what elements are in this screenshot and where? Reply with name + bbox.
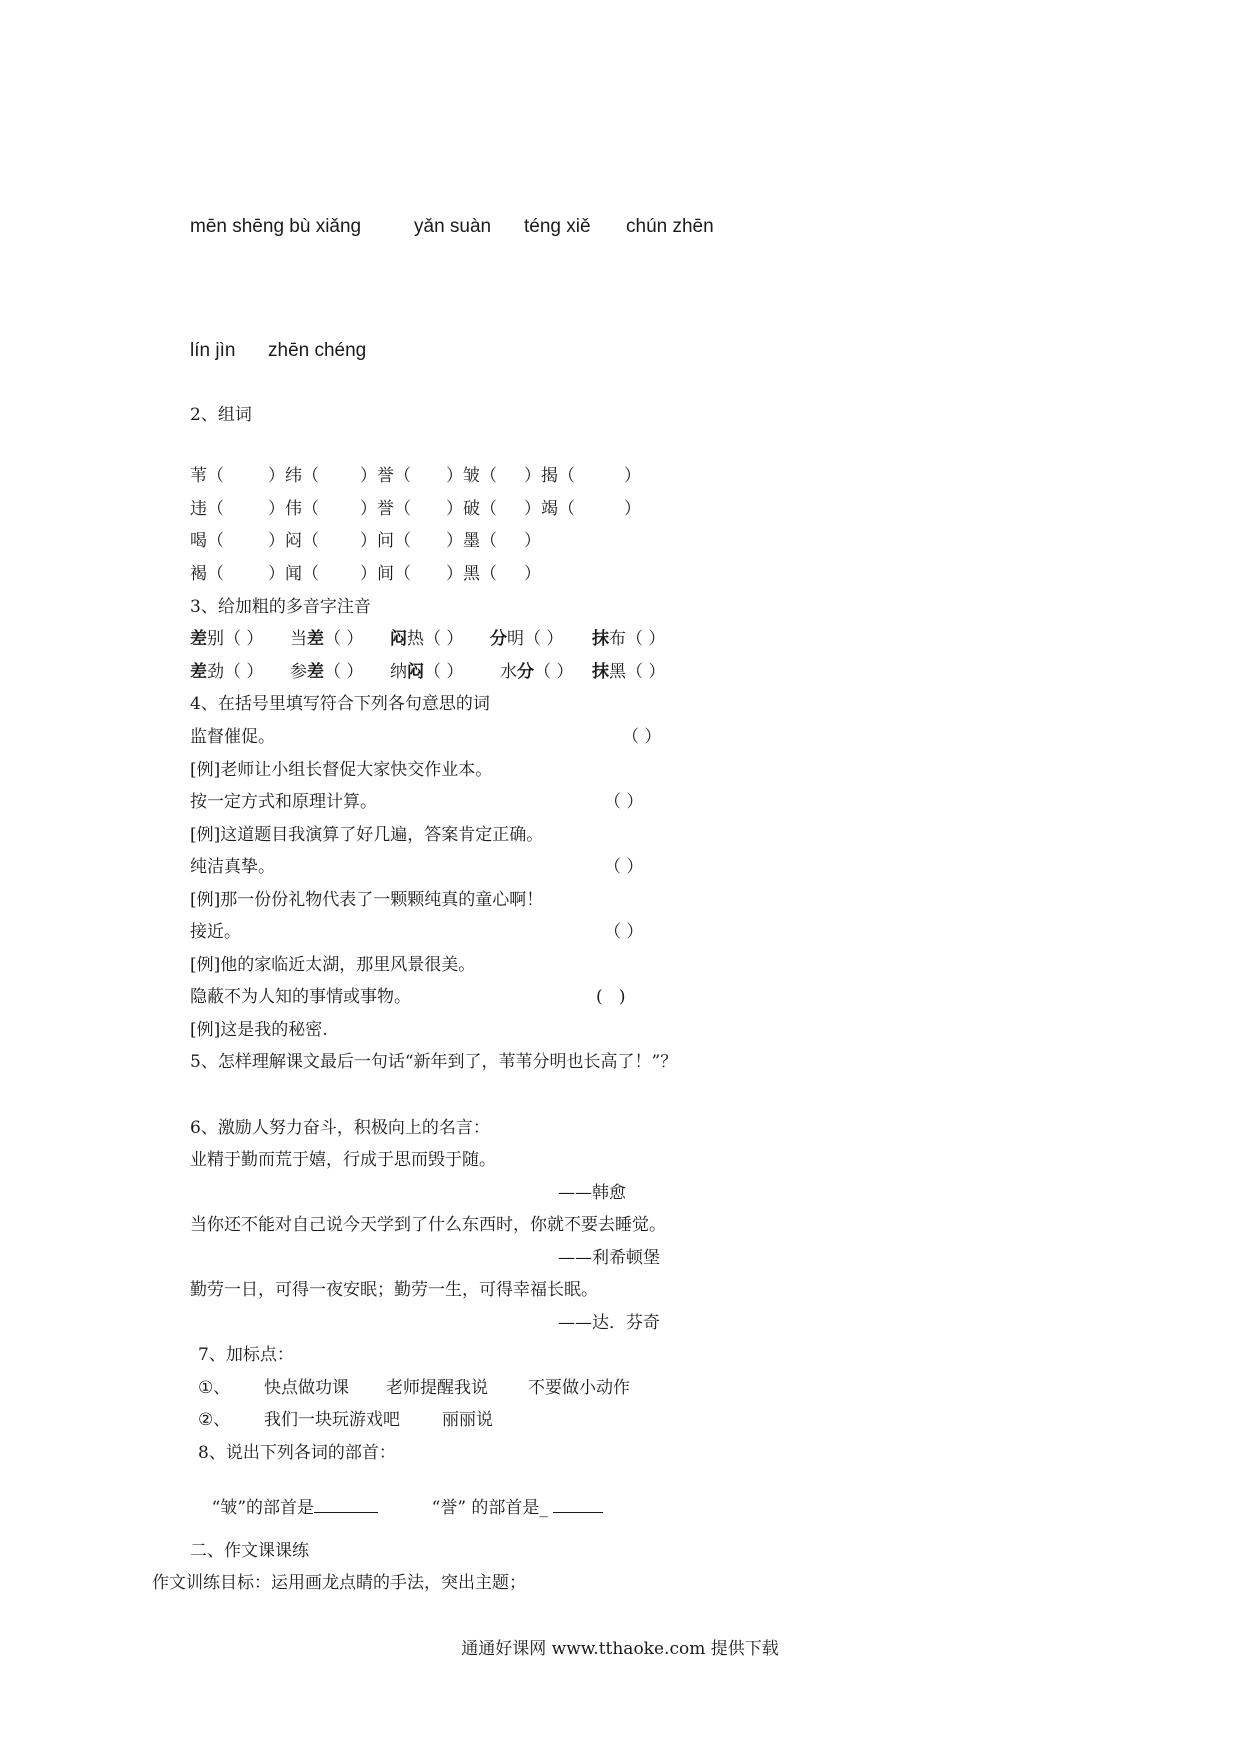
pinyin-3: téng xiě — [524, 216, 591, 237]
section4-example-4: [例]他的家临近太湖，那里风景很美。 — [190, 955, 476, 975]
section4-example-5: [例]这是我的秘密. — [190, 1020, 328, 1040]
section4-paren-3: （ ） — [604, 857, 644, 877]
section4-paren-2: （ ） — [604, 792, 644, 812]
page-footer: 通通好课网 www.tthaoke.com 提供下载 — [461, 1639, 779, 1659]
answer-blank-1[interactable] — [314, 1496, 378, 1513]
pinyin-6: zhēn chéng — [268, 340, 367, 361]
quote-2-author: ——利希顿堡 — [558, 1248, 660, 1268]
document-page: mēn shēng bù xiǎng yǎn suàn téng xiě chún zhēn lín jìn zhēn chéng 2、组词 苇（ ）纬（ ）誉（ ）皱（ ）揭（ ） 违（ ）伟（ ）誉（ ）破（ ）竭（ ） 喝（ ）闷（ ）问（ ）墨（ ） 褐（ ）闻（ ）间（ ）黑（ ） 3、给加粗的多音字注音 差别（ ） 当差（ ） 闷热（ ） 分明（ ） 抹布（ ） 差劲（ ） 参差（ ） 纳闷（ ） 水分（ ） 抹黑（ ） 4、在括号里填写符合下列各句意思的词 监督催促。 （ ） [例]老师让小组长督促大家快交作业本。 按一定方式和原理计算。 （ ） [例]这道题目我演算了好几遍，答案肯定正确。 纯洁真挚。 （ ） [例]那一份份礼物代表了一颗颗纯真的童心啊！ 接近。 （ ） [例]他的家临近太湖，那里风景很美。 隐蔽不为人知的事情或事物。 ( ) [例]这是我的秘密. 5、怎样理解课文最后一句话“新年到了，苇苇分明也长高了！”？ 6、激励人努力奋斗，积极向上的名言： 业精于勤而荒于嬉，行成于思而毁于随。 ——韩愈 当你还不能对自己说今天学到了什么东西时，你就不要去睡觉。 ——利希顿堡 勤劳一日，可得一夜安眠；勤劳一生，可得幸福长眠。 ——达．芬奇 7、加标点： ①、 快点做功课 老师提醒我说 不要做小动作 ②、 我们一块玩游戏吧 丽丽说 8、说出下列各词的部首： “皱”的部首是 “誉” 的部首是_ 二、作文课课练 作文训练目标：运用画龙点睛的手法，突出主题； 通通好课网 www.tthaoke.com 提供下载 — [0, 0, 1240, 1754]
part2-title: 二、作文课课练 — [190, 1541, 309, 1561]
quote-1-author: ——韩愈 — [558, 1183, 626, 1203]
answer-blank-2[interactable] — [553, 1496, 603, 1513]
section5-title: 5、怎样理解课文最后一句话“新年到了，苇苇分明也长高了！”？ — [190, 1052, 678, 1072]
section6-title: 6、激励人努力奋斗，积极向上的名言： — [190, 1118, 490, 1138]
section4-meaning-2: 按一定方式和原理计算。 — [190, 792, 377, 812]
section4-meaning-1: 监督催促。 — [190, 727, 275, 747]
section8-question-2: “誉” 的部首是_ — [410, 1474, 603, 1541]
pinyin-2: yǎn suàn — [414, 216, 492, 237]
quote-3-author: ——达．芬奇 — [558, 1313, 660, 1333]
section4-example-2: [例]这道题目我演算了好几遍，答案肯定正确。 — [190, 825, 544, 845]
section7-title: 7、加标点： — [198, 1345, 294, 1365]
section2-title: 2、组词 — [190, 405, 252, 425]
pinyin-5: lín jìn — [190, 340, 236, 361]
section4-example-1: [例]老师让小组长督促大家快交作业本。 — [190, 760, 493, 780]
section4-meaning-4: 接近。 — [190, 922, 241, 942]
section4-paren-4: （ ） — [604, 922, 644, 942]
pinyin-4: chún zhēn — [626, 216, 714, 237]
section3-title: 3、给加粗的多音字注音 — [190, 597, 371, 617]
section4-example-3: [例]那一份份礼物代表了一颗颗纯真的童心啊！ — [190, 890, 544, 910]
section4-paren-1: （ ） — [622, 727, 662, 747]
section4-meaning-3: 纯洁真挚。 — [190, 857, 275, 877]
section8-title: 8、说出下列各词的部首： — [198, 1443, 396, 1463]
section4-meaning-5: 隐蔽不为人知的事情或事物。 — [190, 987, 411, 1007]
part2-goal: 作文训练目标：运用画龙点睛的手法，突出主题； — [152, 1573, 526, 1593]
quote-1-text: 业精于勤而荒于嬉，行成于思而毁于随。 — [190, 1150, 496, 1170]
section4-paren-5: ( ) — [596, 987, 626, 1007]
section4-title: 4、在括号里填写符合下列各句意思的词 — [190, 694, 490, 714]
quote-2-text: 当你还不能对自己说今天学到了什么东西时，你就不要去睡觉。 — [190, 1215, 666, 1235]
pinyin-1: mēn shēng bù xiǎng — [190, 216, 362, 237]
section8-question-1: “皱”的部首是 — [190, 1474, 378, 1541]
quote-3-text: 勤劳一日，可得一夜安眠；勤劳一生，可得幸福长眠。 — [190, 1280, 598, 1300]
